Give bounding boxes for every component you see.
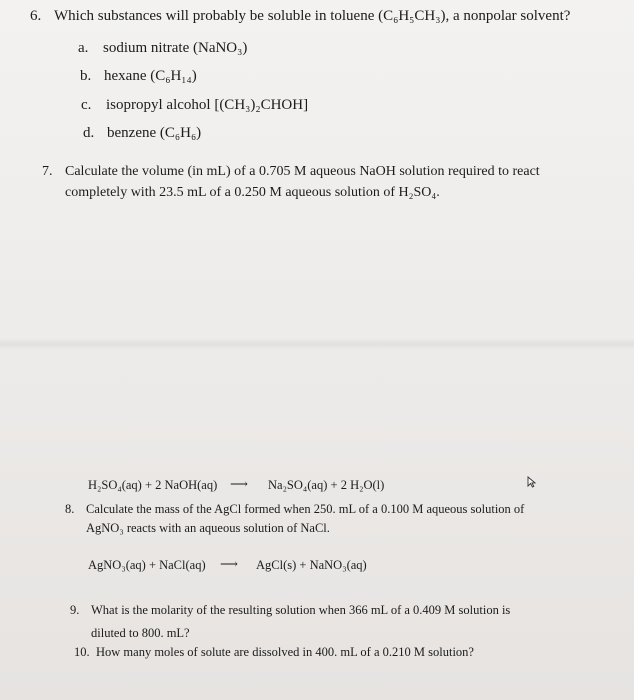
q6-option-c-letter: c.	[81, 97, 92, 113]
q6-option-b-letter: b.	[80, 68, 92, 84]
q10-number: 10.	[74, 645, 90, 659]
reaction-1-reactants: H₂SO₄(aq) + 2 NaOH(aq)	[88, 478, 218, 492]
reaction-2-arrow: ⟶	[220, 557, 238, 571]
q9-line-1: What is the molarity of the resulting solution when 366 mL of a 0.409 M solution is	[91, 603, 511, 617]
mouse-pointer-icon	[527, 476, 536, 488]
q10-text: How many moles of solute are dissolved in 400. mL of a 0.210 M solution?	[96, 645, 474, 659]
q6-option-b-text: hexane (C₆H₁₄)	[104, 68, 197, 84]
reaction-1-products: Na₂SO₄(aq) + 2 H₂O(l)	[268, 478, 385, 492]
paper-fold	[0, 338, 634, 350]
reaction-2-products: AgCl(s) + NaNO₃(aq)	[256, 558, 367, 572]
q8-line-2: AgNO₃ reacts with an aqueous solution of NaCl.	[86, 521, 330, 535]
q6-option-d-text: benzene (C₆H₆)	[107, 125, 202, 141]
q6-option-a-text: sodium nitrate (NaNO₃)	[103, 40, 248, 56]
q6-text: Which substances will probably be soluble in toluene (C₆H₅CH₃), a nonpolar solvent?	[54, 8, 571, 24]
q9-line-2: diluted to 800. mL?	[91, 626, 190, 640]
q6-option-d-letter: d.	[83, 125, 95, 141]
q9-number: 9.	[70, 603, 80, 617]
q6-option-c-text: isopropyl alcohol [(CH₃)₂CHOH]	[106, 97, 309, 113]
q6-number: 6.	[30, 8, 42, 24]
q8-line-1: Calculate the mass of the AgCl formed when 250. mL of a 0.100 M aqueous solution of	[86, 502, 525, 516]
q8-number: 8.	[65, 502, 75, 516]
reaction-2-reactants: AgNO₃(aq) + NaCl(aq)	[88, 558, 206, 572]
q7-line-2: completely with 23.5 mL of a 0.250 M aqueous solution of H₂SO₄.	[65, 185, 440, 200]
q6-option-a-letter: a.	[78, 40, 89, 56]
q7-line-1: Calculate the volume (in mL) of a 0.705 M aqueous NaOH solution required to react	[65, 164, 540, 179]
reaction-1-arrow: ⟶	[230, 477, 248, 491]
q7-number: 7.	[42, 164, 53, 179]
